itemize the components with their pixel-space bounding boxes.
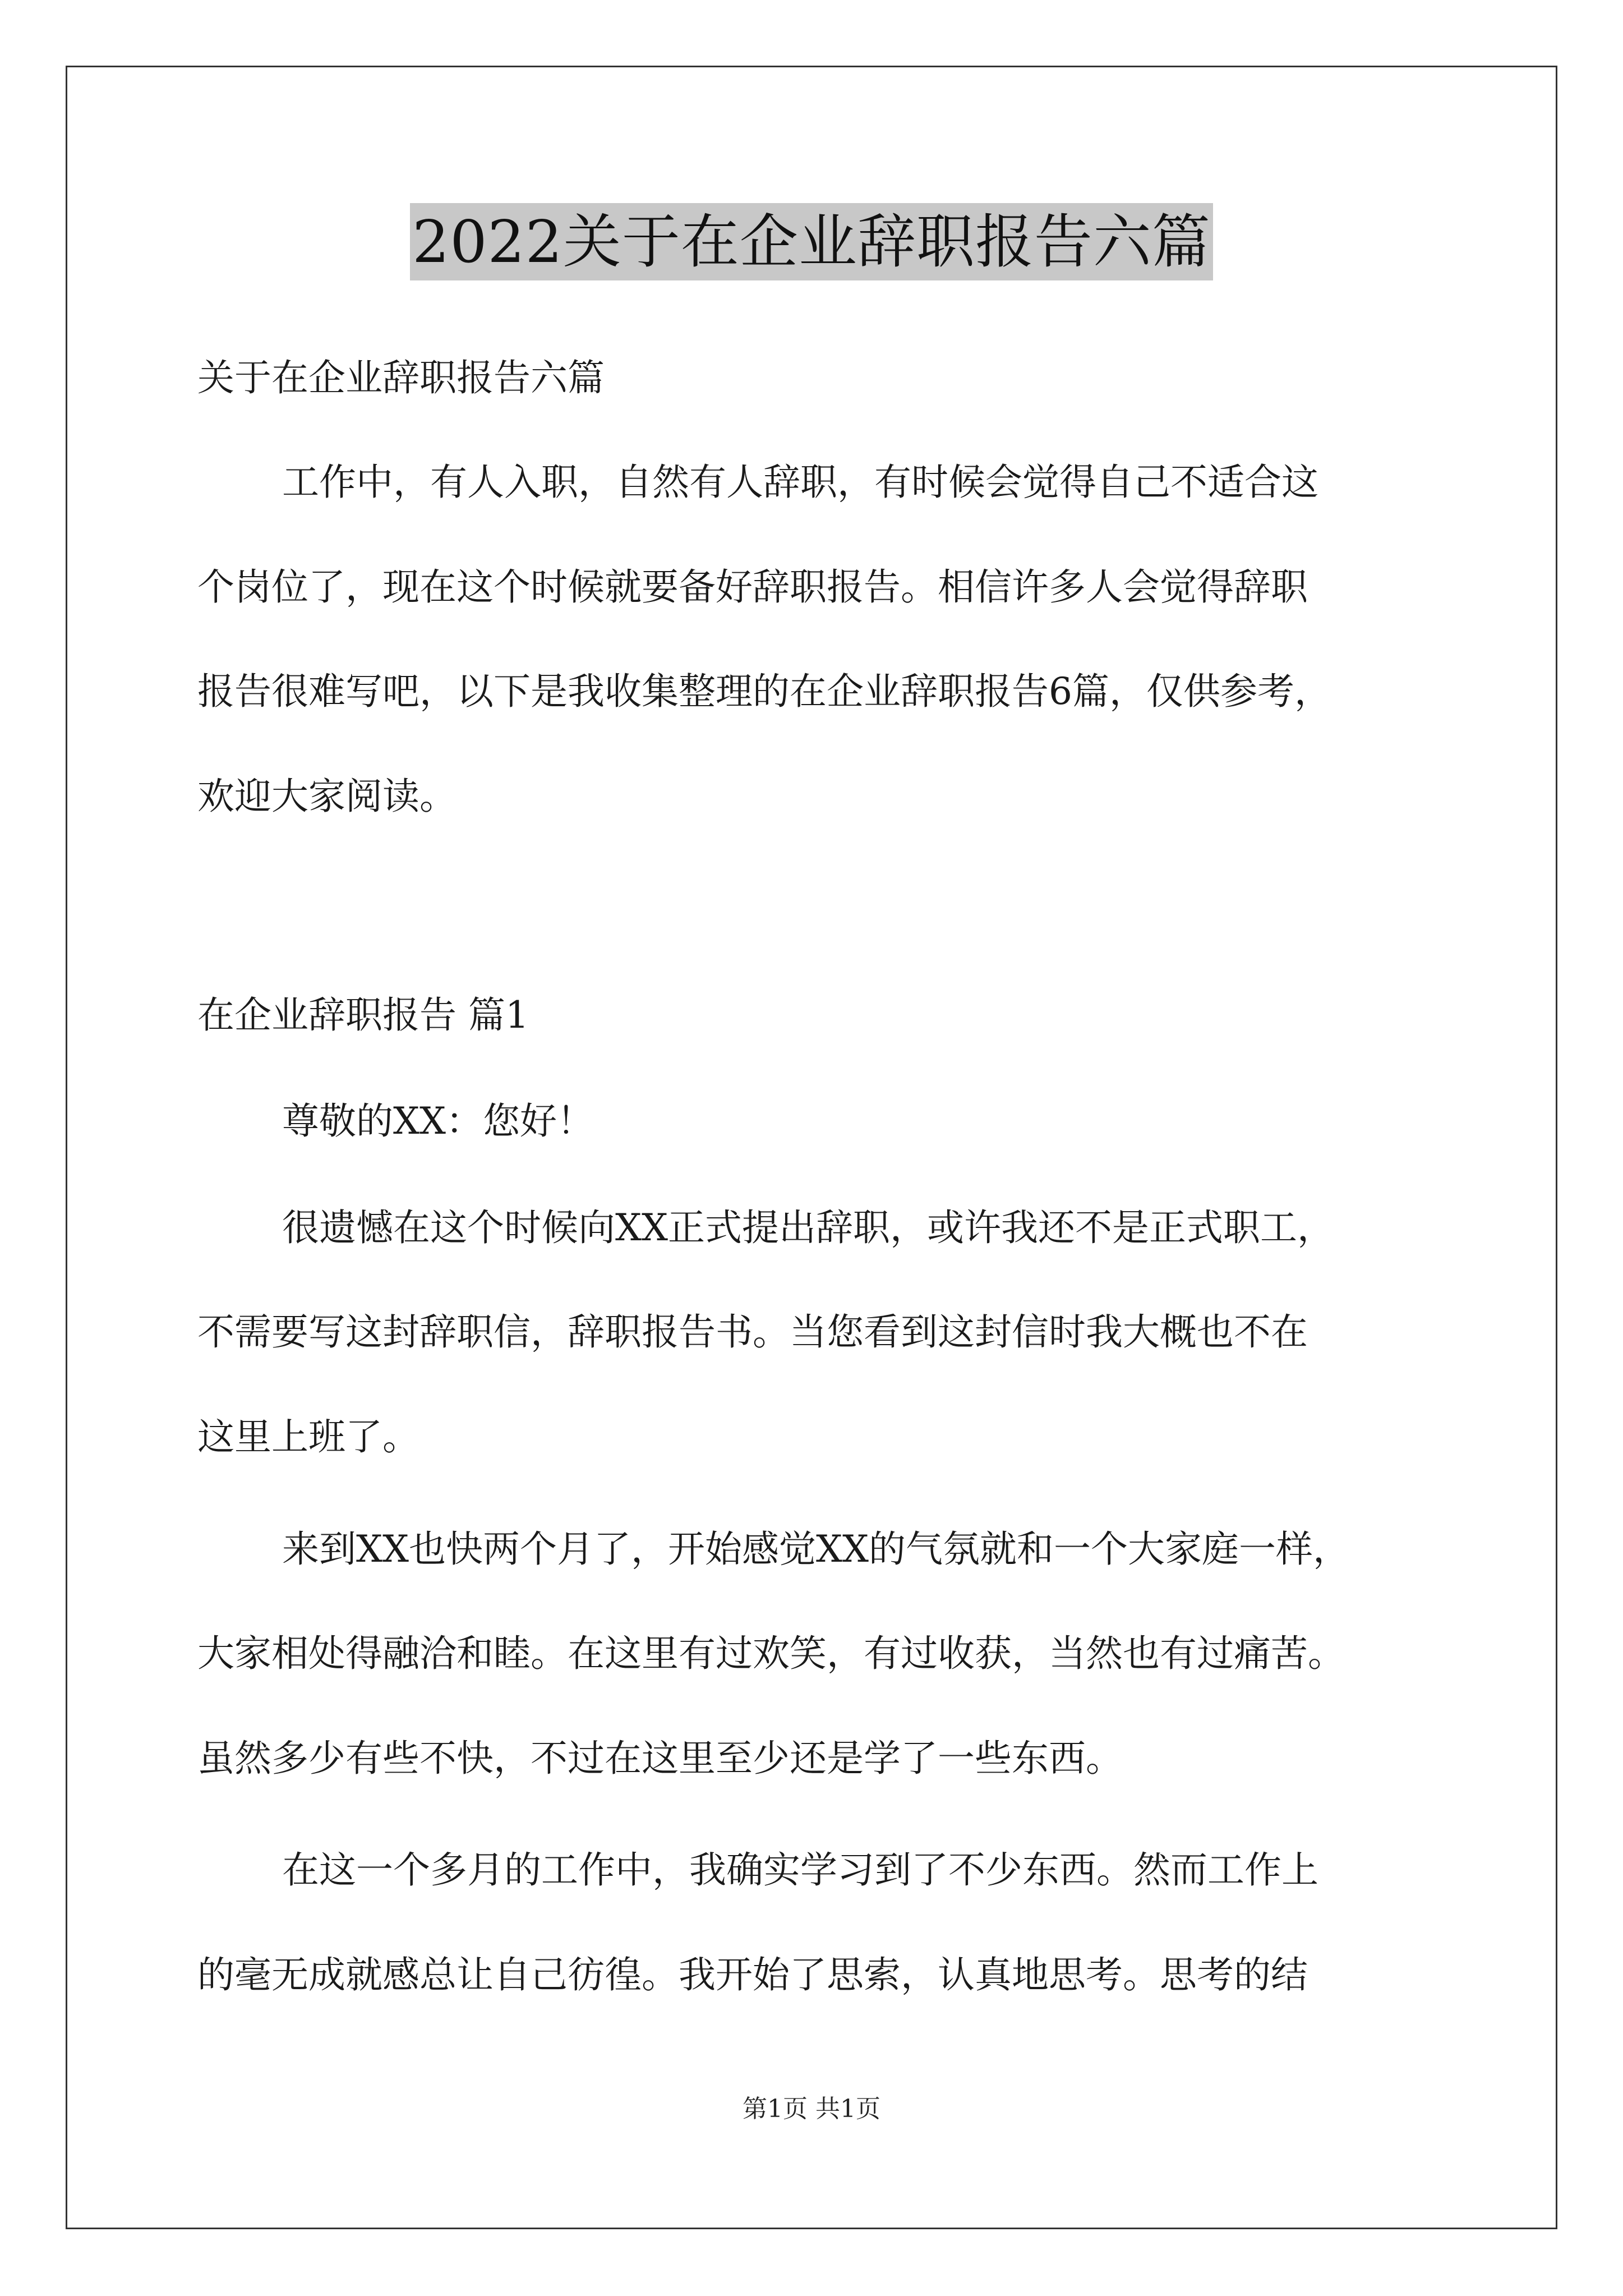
subtitle: 关于在企业辞职报告六篇 bbox=[197, 356, 605, 399]
body-line: 大家相处得融洽和睦。在这里有过欢笑，有过收获，当然也有过痛苦。 bbox=[197, 1632, 1345, 1675]
intro-line: 报告很难写吧，以下是我收集整理的在企业辞职报告6篇，仅供参考， bbox=[197, 670, 1331, 713]
greeting: 尊敬的XX：您好！ bbox=[282, 1099, 594, 1143]
body-line: 这里上班了。 bbox=[197, 1415, 419, 1458]
section-heading: 在企业辞职报告 篇1 bbox=[197, 993, 529, 1037]
body-line: 在这一个多月的工作中，我确实学习到了不少东西。然而工作上 bbox=[282, 1848, 1318, 1892]
body-line: 很遗憾在这个时候向XX正式提出辞职，或许我还不是正式职工， bbox=[282, 1206, 1334, 1249]
body-line: 来到XX也快两个月了，开始感觉XX的气氛就和一个大家庭一样， bbox=[282, 1527, 1350, 1571]
intro-line: 个岗位了，现在这个时候就要备好辞职报告。相信许多人会觉得辞职 bbox=[197, 565, 1308, 609]
body-line: 的毫无成就感总让自己彷徨。我开始了思索，认真地思考。思考的结 bbox=[197, 1953, 1308, 1996]
intro-line: 工作中，有人入职，自然有人辞职，有时候会觉得自己不适合这 bbox=[282, 461, 1318, 504]
document-title: 2022关于在企业辞职报告六篇 bbox=[410, 203, 1213, 280]
body-line: 不需要写这封辞职信，辞职报告书。当您看到这封信时我大概也不在 bbox=[197, 1310, 1308, 1354]
intro-line: 欢迎大家阅读。 bbox=[197, 775, 457, 818]
page-footer: 第1页 共1页 bbox=[743, 2095, 880, 2123]
title-container bbox=[0, 203, 1623, 280]
body-line: 虽然多少有些不快，不过在这里至少还是学了一些东西。 bbox=[197, 1737, 1123, 1780]
